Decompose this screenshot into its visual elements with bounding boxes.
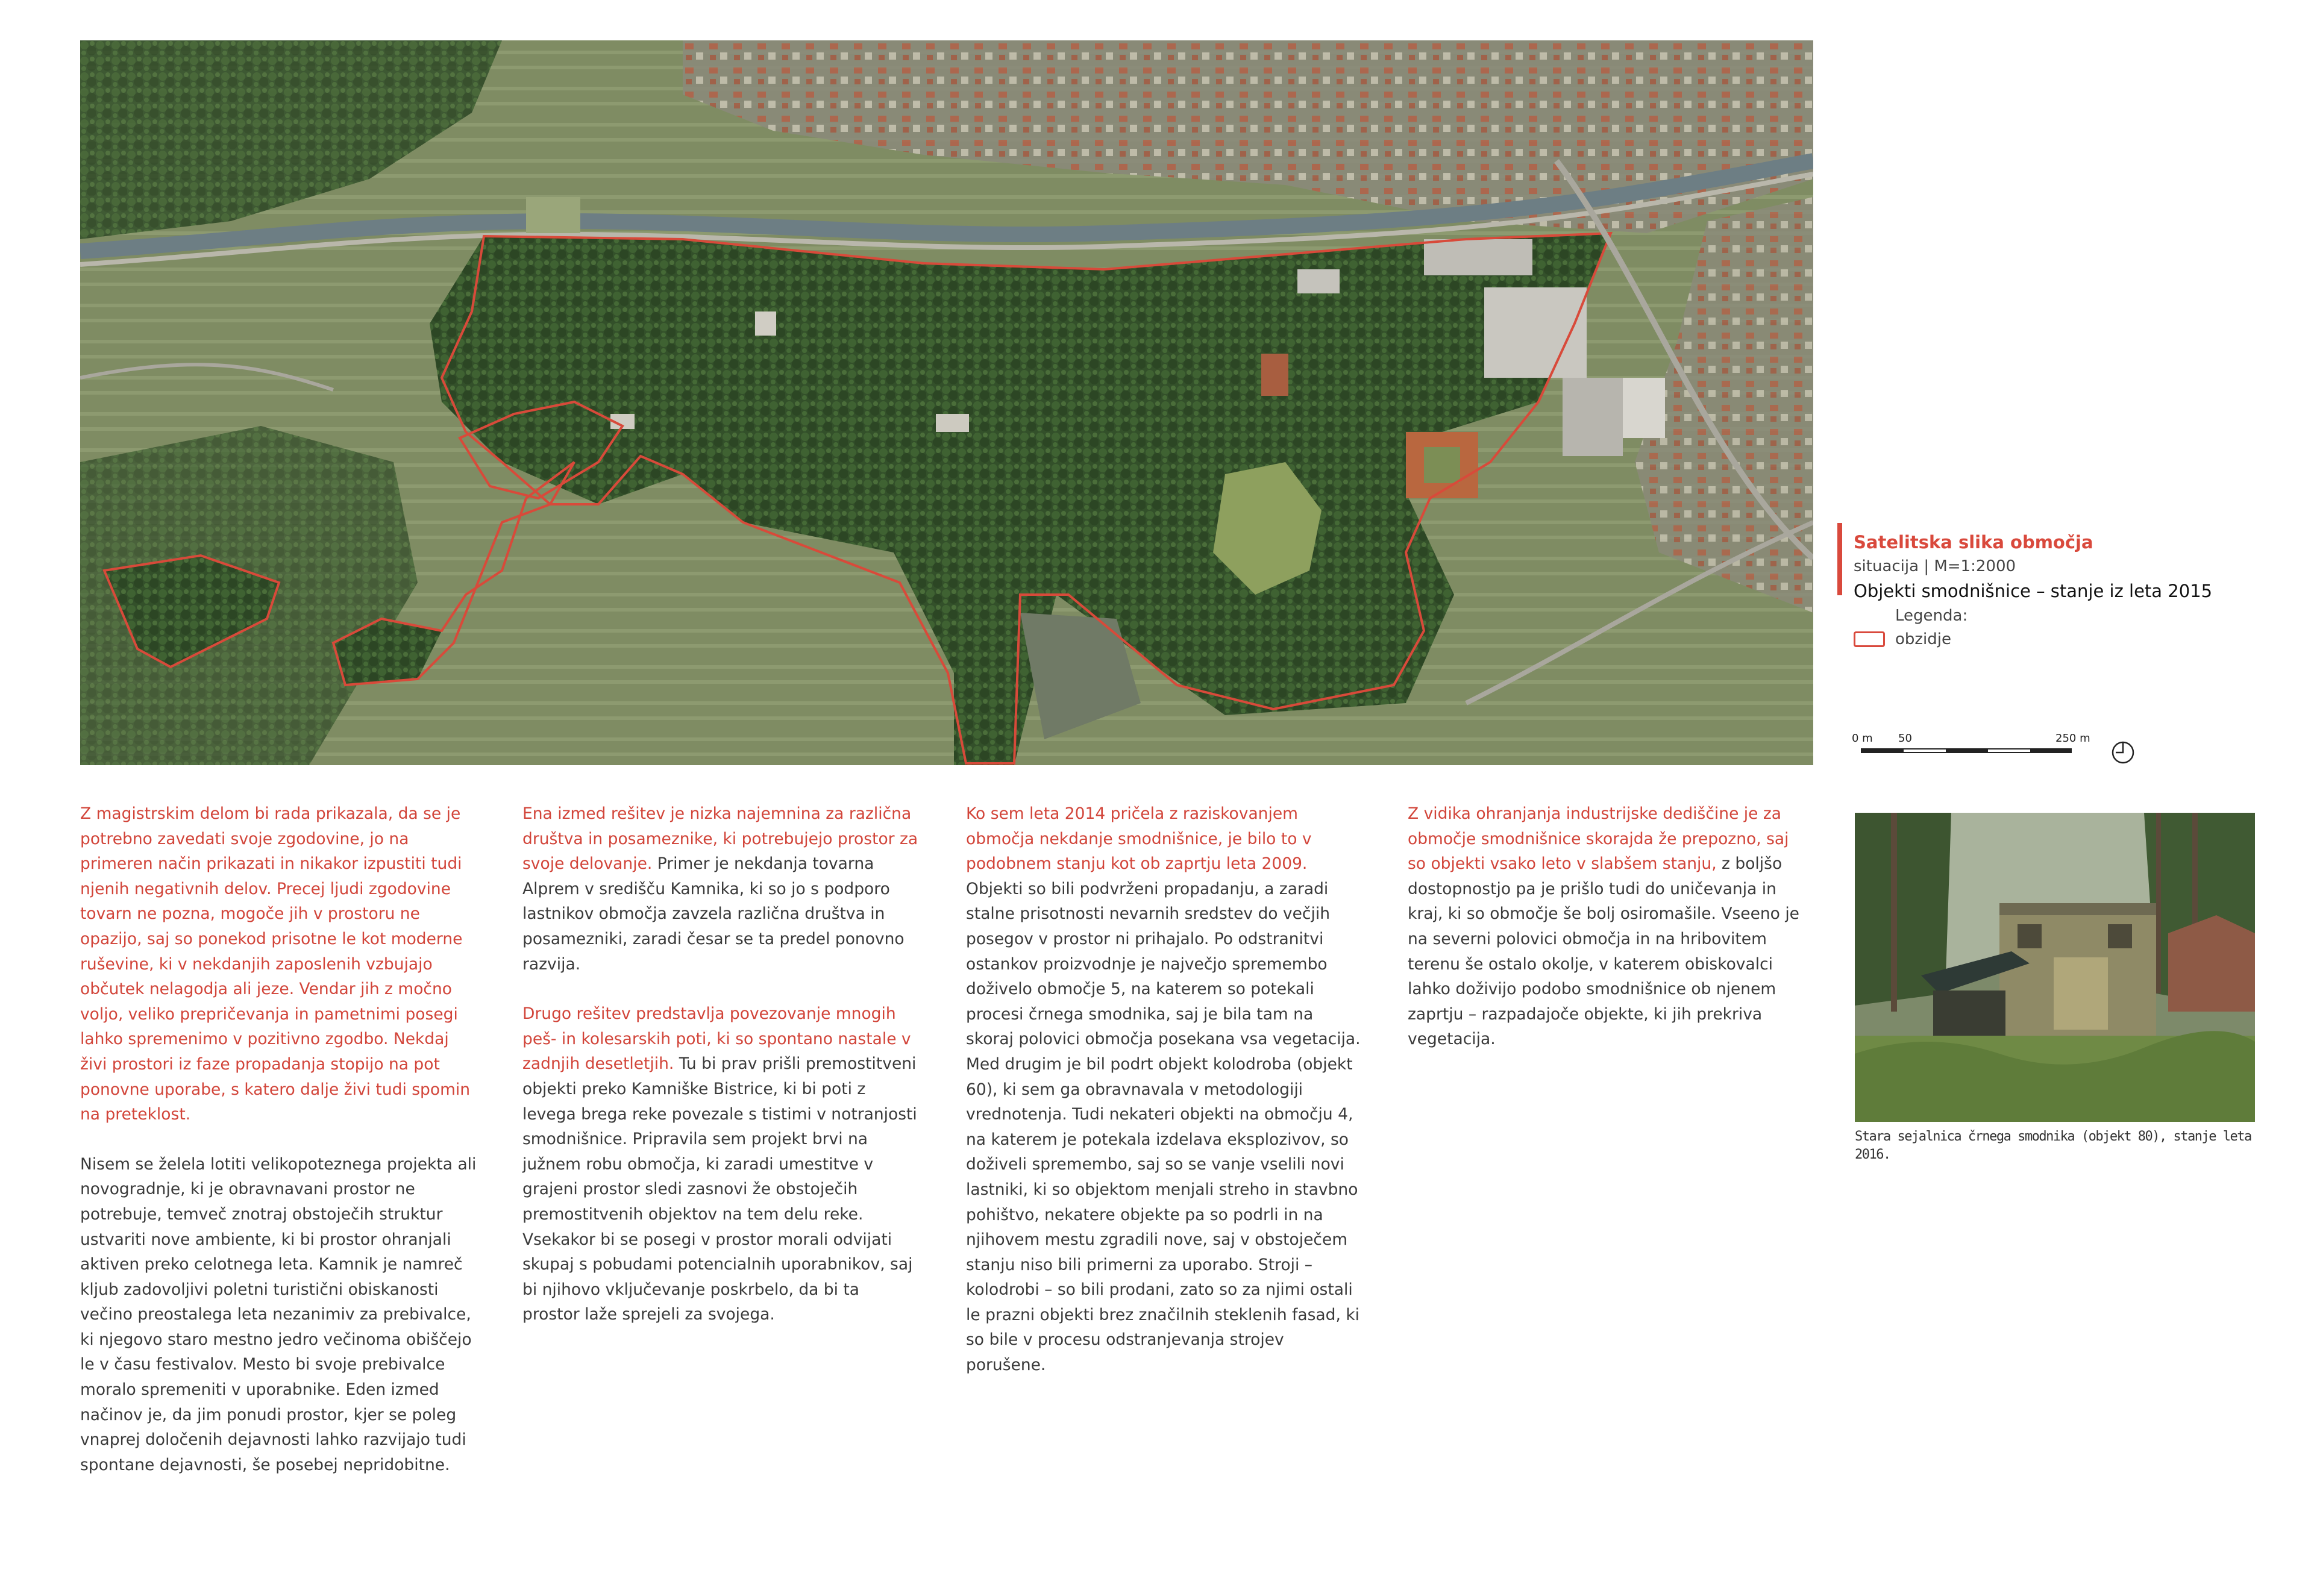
paragraph-text: Nisem se želela lotiti velikopoteznega projekta ali novogradnje, ki je obravnavani prostor ne potrebuje, temveč znotraj obstoječih struktur ustvariti nove ambiente, ki bi prostor ohranjali aktiven preko celotnega leta. Kamnik je namreč kljub zadovoljivi poletni turistični obiskanosti večino preostalega leta nezanimiv za prebivalce, ki njegovo staro mestno jedro večinoma obiščejo le v času festivalov. Mesto bi svoje prebivalce moralo spremeniti v uporabnike. Eden izmed načinov je, da jim ponudi prostor, kjer se poleg vnaprej določenih dejavnosti lahko razvijajo tudi spontane dejavnosti, še posebej nepridobitne.: [80, 1154, 477, 1474]
paragraph: [80, 801, 478, 1127]
scale-bar: [1852, 732, 2141, 774]
legend-title: Satelitska slika območja: [1854, 532, 2093, 552]
paragraph: [522, 801, 920, 977]
paragraph-text: Primer je nekdanja tovarna Alprem v središču Kamnika, ki so jo s podporo lastnikov območja zavzela različna društva in posamezniki, zaradi česar se ta predel ponovno razvija.: [522, 854, 905, 974]
legend-accent-bar: [1837, 523, 1842, 595]
paragraph-highlight: Ena izmed rešitev je nizka najemnina za različna društva in posameznike, ki potrebujejo prostor za svoje delovanje.: [522, 804, 918, 874]
paragraph-text: z boljšo dostopnostjo pa je prišlo tudi do uničevanja in kraj, ki so območje še bolj osiromašile. Vseeno je na severni polovici območja in na hribovitem terenu še ostalo okolje, v katerem obiskovalci lahko doživijo podobo smodnišnice ob njenem zaprtju – razpadajoče objekte, ki jih prekriva vegetacija.: [1408, 854, 1799, 1049]
paragraph-highlight: Drugo rešitev predstavlja povezovanje mnogih peš- in kolesarskih poti, ki so spontano nastale v zadnjih desetletjih.: [522, 1004, 911, 1074]
legend-scale-note: situacija | M=1:2000: [1854, 557, 2016, 575]
text-column-2: [522, 801, 920, 1352]
scale-bar-graphic: [1852, 732, 2141, 774]
legend-subtitle: Objekti smodnišnice – stanje iz leta 2015: [1854, 581, 2213, 601]
paragraph: [80, 1152, 478, 1478]
wall-outline-swatch: [1854, 631, 1885, 647]
scale-label-mid: 50: [1898, 732, 1912, 745]
photo-caption: Stara sejalnica črnega smodnika (objekt 80), stanje leta 2016.: [1855, 1129, 2251, 1162]
building-photo: [1855, 813, 2255, 1122]
text-column-3: [966, 801, 1364, 1403]
legend-label: Legenda:: [1895, 607, 1968, 625]
legend-item-wall: [1854, 630, 2212, 648]
text-column-1: [80, 801, 478, 1502]
scale-label-end: 250 m: [2055, 732, 2090, 745]
paragraph-text: Tu bi prav prišli premostitveni objekti preko Kamniške Bistrice, ki bi poti z levega brega reke povezale s tistimi v notranjosti smodnišnice. Pripravila sem projekt brvi na južnem robu območja, ki zaradi umestitve v grajeni prostor sledi zasnovi že obstoječih premostitvenih objektov na tem delu reke. Vsekakor bi se posegi v prostor morali odvijati skupaj s pobudami potencialnih uporabnikov, saj bi njihovo vključevanje poskrbelo, da bi ta prostor laže sprejeli za svojega.: [522, 1054, 917, 1324]
legend-item-label: obzidje: [1895, 630, 1952, 648]
paragraph-text: Objekti so bili podvrženi propadanju, a zaradi stalne prisotnosti nevarnih sredstev do večjih posegov v prostor ni prihajalo. Po odstranitvi ostankov proizvodnje je največjo spremembo doživelo območje 5, na katerem so potekali procesi črnega smodnika, saj je bila tam na skoraj polovici območja posekana vsa vegetacija. Med drugim je bil podrt objekt kolodroba (objekt 60), ki sem ga obravnavala v metodologiji vrednotenja. Tudi nekateri objekti na območju 4, na katerem je potekala izdelava eksplozivov, so doživeli spremembo, saj so se vanje vselili novi lastniki, ki so objektom menjali streho in stavbno pohištvo, nekatere objekte pa so podrli in na njihovem mestu zgradili nove, saj v obstoječem stanju niso bili primerni za uporabo. Stroji – kolodrobi – so bili prodani, zato so za njimi ostali le prazni objekti brez značilnih steklenih fasad, ki so bile v procesu odstranjevanja strojev porušene.: [966, 879, 1361, 1375]
ruined-building-image: [1855, 813, 2255, 1122]
north-arrow-icon: [2110, 739, 2136, 766]
paragraph: [522, 1001, 920, 1327]
paragraph-highlight: Ko sem leta 2014 pričela z raziskovanjem območja nekdanje smodnišnice, je bilo to v podobnem stanju kot ob zaprtju leta 2009.: [966, 804, 1312, 874]
paragraph: [966, 801, 1364, 1378]
paragraph-highlight: Z magistrskim delom bi rada prikazala, da se je potrebno zavedati svoje zgodovine, jo na primeren način prikazati in nikakor izpustiti tudi njenih negativnih delov. Precej ljudi zgodovine tovarn ne pozna, mogoče jih v prostoru ne opazijo, saj so ponekod prisotne le kot moderne ruševine, ki v nekdanjih zaposlenih vzbujajo občutek nelagodja ali jeze. Vendar jih z močno voljo, veliko prepričevanja in pametnimi posegi lahko spremenimo v pozitivno zgodbo. Nekdaj živi prostori iz faze propadanja stopijo na pot ponovne uporabe, s katero dalje živi tudi spomin na preteklost.: [80, 804, 471, 1124]
satellite-image: [80, 40, 1813, 765]
scale-label-start: 0 m: [1852, 732, 1873, 745]
paragraph-highlight: Z vidika ohranjanja industrijske dediščine je za območje smodnišnice skorajda že prepozno, saj so objekti vsako leto v slabšem stanju,: [1408, 804, 1789, 874]
text-column-4: [1408, 801, 1805, 1077]
satellite-map: [80, 40, 1813, 765]
paragraph: [1408, 801, 1805, 1052]
